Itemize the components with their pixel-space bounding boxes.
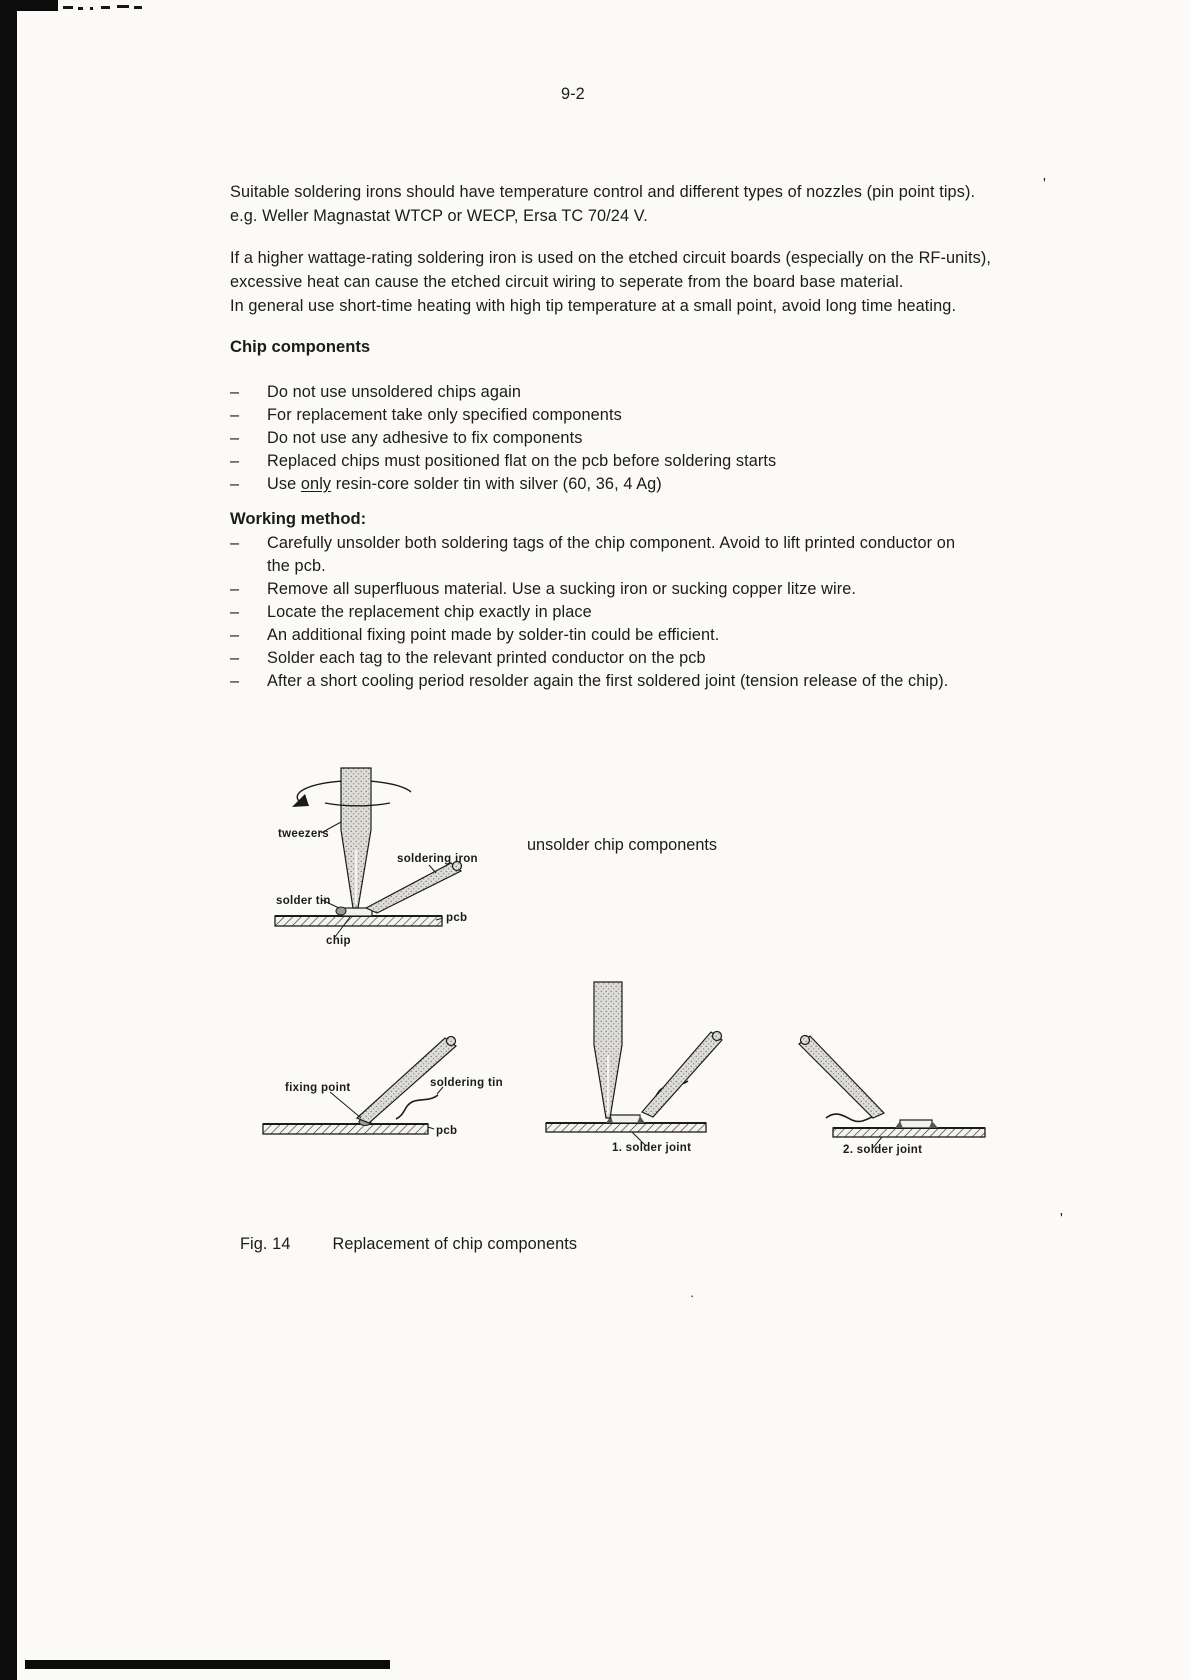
list-item-text: the pcb. xyxy=(267,557,326,575)
figure-14-drawing xyxy=(230,750,1010,1170)
list-item xyxy=(230,647,1010,670)
label-second-solder-joint: 2. solder joint xyxy=(843,1144,923,1156)
solder-wire xyxy=(826,1114,876,1121)
list-marker: – xyxy=(230,406,240,424)
intro-paragraph-2 xyxy=(230,246,1020,318)
text-line: If a higher wattage-rating soldering iron is used on the etched circuit boards (especially on the RF-units), xyxy=(230,249,992,267)
leader-line xyxy=(429,865,436,873)
scan-speck: ' xyxy=(1043,175,1046,192)
soldering-iron-cap xyxy=(713,1032,722,1041)
list-marker: – xyxy=(230,534,240,552)
scan-artifact-left-strip xyxy=(0,0,17,1680)
label-soldering-iron: soldering iron xyxy=(397,853,478,865)
text-line: excessive heat can cause the etched circuit wiring to seperate from the board base material. xyxy=(230,273,904,291)
list-marker: – xyxy=(230,672,240,690)
scan-artifact-corner xyxy=(0,0,58,11)
list-item xyxy=(230,404,1010,427)
chip-components-list xyxy=(230,381,1010,496)
label-pcb: pcb xyxy=(446,912,468,924)
solder-tin-blob xyxy=(336,907,346,915)
label-pcb: pcb xyxy=(436,1125,458,1137)
subfigure-fixing-point xyxy=(263,1037,503,1138)
list-item xyxy=(230,578,1010,601)
list-item xyxy=(230,381,1010,404)
list-item-text: Do not use unsoldered chips again xyxy=(267,383,522,401)
figure-caption-label: Fig. 14 xyxy=(240,1235,291,1253)
intro-paragraph-1 xyxy=(230,180,1020,228)
soldering-iron-cap xyxy=(447,1037,456,1046)
list-item xyxy=(230,601,1010,624)
text-fragment: resin-core solder tin with silver (60, 36, 4 Ag) xyxy=(331,475,662,493)
list-marker: – xyxy=(230,452,240,470)
scan-artifact-dash xyxy=(117,5,129,8)
pcb-board xyxy=(546,1123,706,1132)
leader-line xyxy=(330,1092,361,1118)
list-item-text xyxy=(267,473,1010,496)
pcb-board xyxy=(833,1128,985,1137)
label-fixing-point: fixing point xyxy=(285,1082,351,1094)
list-item-text: For replacement take only specified components xyxy=(267,406,622,424)
list-item xyxy=(230,473,1010,496)
chip-component xyxy=(900,1120,932,1128)
list-item-text: Carefully unsolder both soldering tags of the chip component. Avoid to lift printed conductor on xyxy=(267,534,956,552)
list-item-text: Solder each tag to the relevant printed conductor on the pcb xyxy=(267,649,706,667)
working-method-heading: Working method: xyxy=(230,509,367,528)
list-item xyxy=(230,450,1010,473)
list-item-continuation xyxy=(230,555,1010,578)
leader-line xyxy=(428,1127,434,1129)
page-number: 9-2 xyxy=(561,85,585,103)
list-item xyxy=(230,427,1010,450)
label-soldering-tin: soldering tin xyxy=(430,1077,503,1089)
list-item-text: An additional fixing point made by solder-tin could be efficient. xyxy=(267,626,720,644)
list-marker: – xyxy=(230,603,240,621)
text-line: Suitable soldering irons should have temperature control and different types of nozzles (pin point tips). xyxy=(230,183,976,201)
list-marker: – xyxy=(230,649,240,667)
figure-side-caption: unsolder chip components xyxy=(527,836,718,854)
working-method-list xyxy=(230,532,1010,693)
list-item xyxy=(230,624,1010,647)
figure-caption-text: Replacement of chip components xyxy=(332,1235,578,1253)
subfigure-second-solder-joint xyxy=(799,1036,985,1157)
list-item xyxy=(230,670,1010,693)
list-marker: – xyxy=(230,383,240,401)
label-chip: chip xyxy=(326,935,351,947)
list-item-text: After a short cooling period resolder again the first soldered joint (tension release of the chip). xyxy=(267,672,949,690)
scan-speck: · xyxy=(690,1288,695,1303)
text-line: e.g. Weller Magnastat WTCP or WECP, Ersa TC 70/24 V. xyxy=(230,207,648,225)
subfigure-first-solder-joint xyxy=(546,982,722,1154)
chip-components-heading: Chip components xyxy=(230,337,371,356)
text-fragment: Use xyxy=(267,475,301,493)
list-item-text: Locate the replacement chip exactly in place xyxy=(267,603,592,621)
scan-artifact-dash xyxy=(63,6,73,9)
solder-wire xyxy=(396,1095,438,1119)
underlined-word: only xyxy=(300,475,332,493)
scan-speck: ' xyxy=(1060,1210,1063,1227)
rotation-arrow-head xyxy=(292,794,309,807)
chip-component xyxy=(610,1115,640,1123)
list-marker: – xyxy=(230,475,240,493)
scan-artifact-bottom-bar xyxy=(25,1660,390,1669)
label-solder-tin: solder tin xyxy=(276,895,331,907)
label-first-solder-joint: 1. solder joint xyxy=(612,1142,692,1154)
figure-caption xyxy=(240,1232,577,1256)
soldering-iron-tool xyxy=(799,1036,884,1118)
scan-artifact-dash xyxy=(134,6,142,9)
text-line: In general use short-time heating with high tip temperature at a small point, avoid long time heating. xyxy=(230,297,957,315)
list-marker: – xyxy=(230,580,240,598)
subfigure-unsolder-chip xyxy=(275,768,717,947)
scan-artifact-dash xyxy=(78,7,83,10)
soldering-iron-tool xyxy=(366,863,461,913)
label-tweezers: tweezers xyxy=(278,828,329,840)
pcb-board xyxy=(263,1124,428,1134)
list-item-text: Replaced chips must positioned flat on the pcb before soldering starts xyxy=(267,452,777,470)
list-marker: – xyxy=(230,429,240,447)
soldering-iron-tool xyxy=(642,1032,722,1117)
list-marker: – xyxy=(230,626,240,644)
pcb-board xyxy=(275,916,442,926)
list-item xyxy=(230,532,1010,555)
list-item-text: Do not use any adhesive to fix components xyxy=(267,429,583,447)
scan-artifact-dash xyxy=(101,6,110,9)
soldering-iron-cap xyxy=(801,1036,810,1045)
list-item-text: Remove all superfluous material. Use a sucking iron or sucking copper litze wire. xyxy=(267,580,857,598)
scan-artifact-dash xyxy=(90,7,93,10)
